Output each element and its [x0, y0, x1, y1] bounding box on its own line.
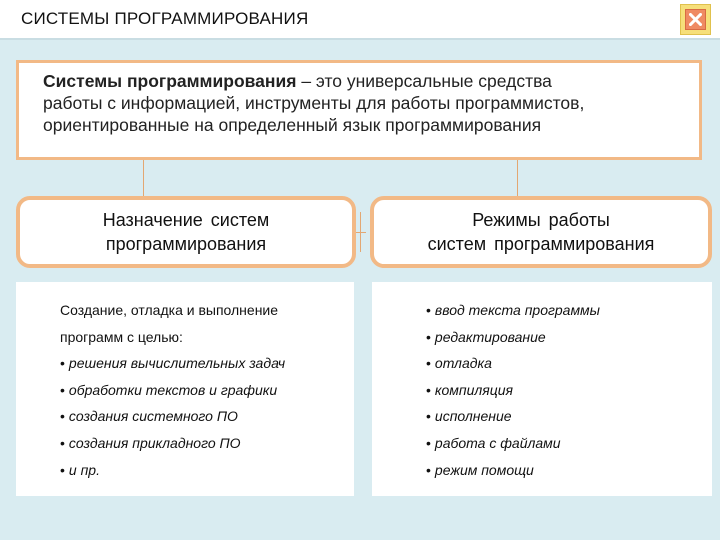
page-title: СИСТЕМЫ ПРОГРАММИРОВАНИЯ	[21, 9, 309, 28]
definition-line-1	[43, 70, 677, 92]
title-bar	[0, 0, 720, 40]
bullet: •	[426, 408, 431, 425]
bullet: •	[426, 434, 431, 451]
definition-line-3: ориентированные на определенный язык программирования	[43, 115, 542, 135]
purpose-heading-line-2: программирования	[105, 234, 267, 254]
list-item-text: и пр.	[68, 461, 100, 478]
purpose-heading-box	[16, 196, 356, 268]
bullet: •	[60, 355, 65, 372]
list-item	[426, 380, 712, 407]
modes-heading-line-1: Режимы работы	[472, 210, 610, 230]
list-item	[60, 353, 354, 380]
close-icon[interactable]	[685, 9, 706, 30]
definition-text: – это универсальные средства	[296, 71, 552, 91]
list-item-text: обработки текстов и графики	[68, 381, 278, 398]
modes-heading-line-2: систем программирования	[427, 234, 655, 254]
connector-left	[143, 160, 144, 196]
bullet: •	[426, 302, 431, 318]
list-item-text: режим помощи	[434, 461, 534, 478]
list-item-text: работа с файлами	[434, 434, 561, 451]
bullet: •	[426, 328, 431, 345]
close-button[interactable]	[680, 4, 711, 35]
list-item-text: исполнение	[434, 408, 512, 425]
purpose-list	[16, 282, 354, 496]
list-item	[60, 433, 354, 460]
definition-line-2: работы с информацией, инструменты для работы программистов,	[43, 93, 585, 113]
list-item-text: отладка	[434, 355, 492, 372]
modes-list	[372, 282, 712, 496]
list-item	[426, 433, 712, 460]
definition-term: Системы программирования	[43, 71, 297, 91]
bullet: •	[60, 434, 65, 451]
purpose-intro-2: программ с целью:	[60, 328, 183, 345]
bullet: •	[60, 408, 65, 425]
bullet: •	[60, 461, 65, 478]
modes-heading-box	[370, 196, 712, 268]
list-item	[426, 353, 712, 380]
list-item	[60, 380, 354, 407]
list-item	[426, 406, 712, 433]
list-item-text: решения вычислительных задач	[68, 355, 286, 372]
bullet: •	[426, 355, 431, 372]
list-item	[60, 460, 354, 487]
bullet: •	[426, 381, 431, 398]
bullet: •	[426, 461, 431, 478]
list-item	[426, 300, 712, 327]
list-item-text: редактирование	[434, 328, 546, 345]
list-item	[426, 327, 712, 354]
bullet: •	[60, 381, 65, 398]
list-item-text: создания прикладного ПО	[68, 434, 241, 451]
list-item-text: ввод текста программы	[434, 302, 600, 318]
list-item-text: создания системного ПО	[68, 408, 238, 425]
list-item-text: компиляция	[434, 381, 514, 398]
definition-box	[16, 60, 702, 160]
connector-right	[517, 160, 518, 196]
list-item	[60, 406, 354, 433]
list-item	[426, 460, 712, 487]
purpose-intro-1: Создание, отладка и выполнение	[60, 302, 279, 318]
purpose-heading-line-1: Назначение систем	[102, 210, 270, 230]
